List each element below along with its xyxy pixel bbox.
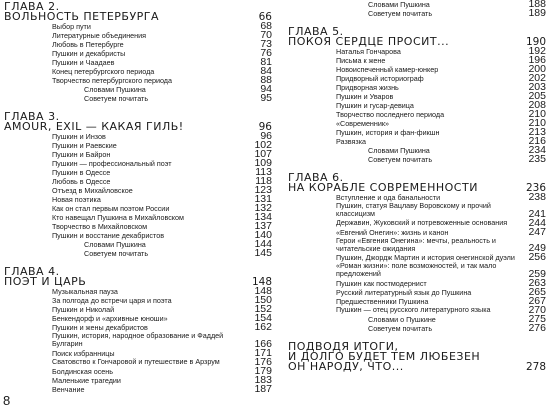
toc-entry-title: Маленькие трагедии (52, 375, 121, 385)
toc-entry-page: 123 (254, 184, 272, 196)
chapter-title-text: ГЛАВА 3. (4, 110, 60, 123)
toc-entry-title: «Современник» (336, 119, 390, 128)
chapter-title-text: ГЛАВА 2. (4, 0, 60, 13)
toc-entry-page: 210 (528, 117, 546, 129)
toc-entry-title: Герои «Евгения Онегина»: мечты, реальность и читательские ожидания (336, 235, 496, 253)
toc-entry-title: Литературные объединения (52, 31, 147, 40)
toc-entry-title: Пушкин — отец русского литературного языка (336, 305, 491, 315)
toc-entry-page: 234 (528, 144, 546, 156)
toc-entry-page: 275 (528, 312, 546, 325)
toc-entry-title: Советуем почитать (368, 155, 433, 164)
toc-entry[interactable] (4, 249, 272, 258)
toc-entry[interactable] (4, 168, 272, 177)
toc-entry-page: 68 (260, 20, 272, 32)
toc-entry[interactable] (4, 314, 272, 323)
toc-entry[interactable] (288, 285, 546, 298)
chapter-title (4, 112, 272, 132)
toc-entry[interactable] (288, 216, 546, 229)
toc-entry[interactable] (288, 9, 546, 18)
toc-entry[interactable] (4, 186, 272, 195)
toc-entry[interactable] (288, 294, 546, 307)
toc-entry-title: Придворный историограф (336, 74, 424, 83)
toc-entry-page: 95 (260, 92, 272, 104)
toc-entry[interactable] (4, 305, 272, 314)
toc-entry-title: Пушкин, история, народное образование и Фаддей Булгарин (52, 331, 224, 349)
toc-entry[interactable] (4, 222, 272, 231)
toc-entry-page: 154 (254, 312, 272, 324)
toc-entry-title: Придворная жизнь (336, 83, 399, 92)
toc-entry-title: Пушкин и Николай (52, 305, 115, 314)
toc-entry-page: 76 (260, 47, 272, 59)
toc-entry-title: Пушкин и Раевские (52, 141, 117, 150)
toc-entry-title: «Роман жизни»: поле возможностей, и так мало предложений (336, 261, 497, 279)
chapter-title-text: ПОЭТ И ЦАРЬ (4, 275, 87, 288)
toc-chapter (4, 2, 272, 103)
chapter-page-number: 278 (525, 360, 546, 373)
chapter-title (288, 339, 546, 373)
chapter-title-text: ОН НАРОДУ, ЧТО... (288, 359, 404, 373)
chapter-page-number: 236 (525, 182, 546, 194)
toc-entry-title: Венчание (52, 384, 85, 394)
toc-entry[interactable] (4, 67, 272, 76)
toc-entry-title: Словами Пушкина (84, 85, 146, 94)
toc-entry-page: 200 (528, 63, 546, 75)
toc-entry-page: 241 (528, 207, 546, 220)
toc-entry-page: 131 (254, 193, 272, 205)
chapter-title-text: И ДОЛГО БУДЕТ ТЕМ ЛЮБЕЗЕН (288, 349, 481, 363)
toc-entry-title: Пушкин и Уваров (336, 92, 394, 101)
toc-entry-page: 176 (254, 355, 272, 368)
toc-entry-page: 109 (254, 157, 272, 169)
toc-entry-page: 267 (528, 294, 546, 307)
toc-entry-title: За полгода до встречи царя и поэта (52, 296, 172, 305)
chapter-page-number: 66 (258, 11, 272, 23)
chapter-title (4, 2, 272, 22)
toc-entry-page: 235 (528, 153, 546, 165)
chapter-title-line (4, 122, 272, 132)
toc-entry-page: 137 (254, 220, 272, 232)
chapter-title-text: ГЛАВА 6. (288, 171, 344, 184)
toc-entry-page: 202 (528, 72, 546, 84)
toc-entry-title: Творчество в Михайловском (52, 222, 148, 231)
toc-entry-page: 196 (528, 54, 546, 66)
toc-entry-page: 96 (260, 130, 272, 142)
toc-entry-title: Советуем почитать (84, 249, 149, 258)
toc-chapter (4, 112, 272, 258)
toc-entry[interactable] (288, 101, 546, 110)
toc-entry[interactable] (288, 74, 546, 83)
toc-entry[interactable] (288, 155, 546, 164)
chapter-title-line (288, 359, 546, 373)
toc-entry-page: 259 (528, 267, 546, 280)
chapter-title-line (288, 183, 546, 193)
toc-entry-page: 148 (254, 285, 272, 297)
toc-right-column (288, 0, 546, 372)
toc-entry-title: Словами Пушкина (368, 146, 430, 155)
chapter-page-number: 96 (258, 121, 272, 133)
chapter-title (288, 27, 546, 47)
toc-entry-title: Кто навещал Пушкина в Михайловском (52, 213, 184, 222)
toc-entry-title: Творчество последнего периода (336, 110, 445, 119)
toc-entry-page: 249 (528, 242, 546, 255)
toc-entry-page: 134 (254, 211, 272, 223)
toc-entry-title: Советуем почитать (368, 323, 433, 333)
toc-entry-title: Русский литературный язык до Пушкина (336, 287, 472, 297)
toc-entry[interactable] (288, 119, 546, 128)
toc-entry-page: 244 (528, 216, 546, 229)
toc-entry-page: 276 (528, 321, 546, 334)
toc-entry[interactable] (4, 141, 272, 150)
toc-entry[interactable] (288, 128, 546, 137)
toc-entry[interactable] (4, 150, 272, 159)
toc-entry-title: Развязка (336, 137, 366, 146)
toc-entry-title: Пушкин — профессиональный поэт (52, 159, 172, 168)
toc-entry[interactable] (4, 195, 272, 204)
toc-entry-title: Любовь в Одессе (52, 177, 111, 186)
toc-entry[interactable] (4, 22, 272, 31)
toc-entry-page: 102 (254, 139, 272, 151)
toc-entry[interactable] (4, 296, 272, 305)
toc-entry[interactable] (288, 110, 546, 119)
toc-entry[interactable] (4, 240, 272, 249)
toc-entry-title: Творчество петербургского периода (52, 76, 173, 85)
chapter-title (4, 267, 272, 287)
chapter-title-line (4, 12, 272, 22)
toc-entry-page: 152 (254, 303, 272, 315)
toc-entry-title: Вступление и ода банальности (336, 193, 441, 202)
toc-entry-page: 118 (255, 175, 272, 187)
toc-entry-page: 188 (528, 0, 546, 10)
toc-entry-title: Пушкин и Инзов (52, 132, 106, 141)
toc-entry-title: Пушкин как постмодернист (336, 278, 427, 288)
toc-entry-page: 162 (254, 321, 272, 333)
toc-entry[interactable] (4, 31, 272, 40)
toc-entry[interactable] (288, 262, 546, 279)
toc-entry-page: 107 (254, 148, 272, 160)
toc-entry[interactable] (4, 382, 272, 395)
toc-entry[interactable] (288, 237, 546, 254)
toc-entry-title: Любовь в Петербурге (52, 40, 124, 49)
toc-entry[interactable] (288, 312, 546, 325)
toc-entry[interactable] (288, 137, 546, 146)
toc-entry-title: Словами Пушкина (84, 240, 146, 249)
toc-entry[interactable] (4, 76, 272, 85)
toc-entry-title: Новая поэтика (52, 195, 101, 204)
toc-entry-page: 70 (260, 29, 272, 41)
toc-entry[interactable] (4, 85, 272, 94)
toc-entry[interactable] (4, 132, 272, 141)
toc-entry-title: Пушкин и декабристы (52, 49, 126, 58)
toc-entry-title: Советуем почитать (84, 94, 149, 103)
chapter-title-text: ПОКОЯ СЕРДЦЕ ПРОСИТ... (288, 35, 450, 48)
toc-entry[interactable] (4, 204, 272, 213)
toc-entry-page: 238 (528, 191, 546, 203)
toc-entry-title: Бенкендорф и «архивные юноши» (52, 314, 168, 323)
toc-entry-title: Державин, Жуковский и потревоженные основания (336, 218, 508, 228)
toc-entry[interactable] (4, 49, 272, 58)
toc-entry-page: 81 (260, 56, 272, 68)
toc-entry-page: 88 (260, 74, 272, 86)
toc-entry-title: Пушкин в Одессе (52, 168, 111, 177)
toc-entry-title: «Евгений Онегин»: жизнь и канон (336, 227, 449, 237)
toc-entry-page: 140 (254, 229, 272, 241)
toc-entry-page: 144 (254, 238, 272, 250)
toc-entry-title: Словами о Пушкине (368, 314, 436, 324)
toc-entry-title: Как он стал первым поэтом России (52, 204, 170, 213)
toc-entry-title: Музыкальная пауза (52, 287, 118, 296)
toc-entry-page: 132 (254, 202, 272, 214)
toc-entry-title: Отъезд в Михайловское (52, 186, 133, 195)
toc-entry-page: 192 (528, 45, 546, 57)
toc-entry-title: Пушкин и Чаадаев (52, 58, 115, 67)
toc-entry[interactable] (4, 332, 272, 349)
toc-entry-title: Словами Пушкина (368, 0, 430, 9)
toc-entry-page: 84 (260, 65, 272, 77)
toc-chapter (288, 339, 546, 373)
toc-entry[interactable] (4, 373, 272, 386)
chapter-page-number: 148 (251, 276, 272, 288)
toc-entry[interactable] (288, 92, 546, 101)
toc-entry-page: 205 (528, 90, 546, 102)
toc-entry[interactable] (4, 287, 272, 296)
chapter-title (288, 173, 546, 193)
toc-entry-page: 208 (528, 99, 546, 111)
toc-left-column (4, 0, 272, 394)
toc-entry[interactable] (4, 159, 272, 168)
toc-entry-title: Сватовство к Гончаровой и путешествие в Арзрум (52, 357, 220, 367)
toc-entry-page: 213 (528, 126, 546, 138)
toc-entry-page: 189 (528, 7, 546, 19)
toc-chapter (288, 173, 546, 333)
toc-entry[interactable] (4, 94, 272, 103)
toc-entry-page: 183 (254, 373, 272, 386)
toc-entry[interactable] (288, 146, 546, 155)
chapter-title-text: ПОДВОДЯ ИТОГИ, (288, 339, 399, 353)
toc-entry-title: Пушкин и гусар-девица (336, 101, 414, 110)
chapter-title-line (288, 37, 546, 47)
page-number: 8 (3, 393, 11, 408)
toc-entry-title: Советуем почитать (368, 9, 433, 18)
toc-entry-title: Поиск избранницы (52, 348, 115, 358)
chapter-title-text: ГЛАВА 5. (288, 25, 344, 38)
toc-entry-page: 94 (260, 83, 272, 95)
toc-entry-title: Пушкин, Джордж Мартин и история онегинской дуэли (336, 252, 515, 262)
toc-entry[interactable] (4, 213, 272, 222)
toc-entry-title: Пушкин и жены декабристов (52, 323, 148, 332)
toc-entry-title: Предшественники Пушкина (336, 296, 429, 306)
toc-entry-page: 265 (528, 285, 546, 298)
toc-entry[interactable] (4, 364, 272, 377)
toc-entry-page: 210 (528, 108, 546, 120)
toc-entry-page: 113 (255, 166, 272, 178)
toc-chapter (288, 27, 546, 164)
toc-entry[interactable] (288, 303, 546, 316)
toc-entry-title: Пушкин и восстание декабристов (52, 231, 165, 240)
toc-entry[interactable] (288, 321, 546, 334)
toc-entry-page: 150 (254, 294, 272, 306)
toc-entry-page: 145 (254, 247, 272, 259)
toc-entry-title: Новоиспеченный камер-юнкер (336, 65, 439, 74)
toc-entry-title: Конец петербургского периода (52, 67, 155, 76)
toc-entry-title: Пушкин и Байрон (52, 150, 111, 159)
toc-entry[interactable] (4, 346, 272, 359)
toc-entry-title: Наталья Гончарова (336, 47, 401, 56)
toc-entry[interactable] (4, 58, 272, 67)
toc-entry[interactable] (4, 177, 272, 186)
toc-entry-page: 179 (254, 364, 272, 377)
toc-entry-title: Пушкин, история и фан-фикшн (336, 128, 440, 137)
toc-entry-page: 216 (528, 135, 546, 147)
toc-entry-page: 73 (260, 38, 272, 50)
toc-chapter (4, 267, 272, 394)
toc-entry-title: Письма к жене (336, 56, 386, 65)
toc-entry[interactable] (288, 276, 546, 289)
toc-entry-page: 166 (254, 337, 272, 350)
toc-entry-page: 263 (528, 276, 546, 289)
toc-entry-page: 270 (528, 303, 546, 316)
toc-entry-page: 247 (528, 225, 546, 238)
toc-entry-page: 187 (254, 382, 272, 395)
chapter-page-number: 190 (525, 36, 546, 48)
toc-chapter (288, 0, 546, 18)
toc-entry[interactable] (288, 0, 546, 9)
toc-entry-title: Выбор пути (52, 22, 91, 31)
chapter-title-text: AMOUR, EXIL — КАКАЯ ГИЛЬ! (4, 120, 184, 133)
chapter-title-text: ВОЛЬНОСТЬ ПЕТЕРБУРГА (4, 10, 160, 23)
toc-entry[interactable] (4, 231, 272, 240)
toc-entry[interactable] (288, 47, 546, 56)
toc-entry[interactable] (288, 202, 546, 219)
chapter-title-line (4, 277, 272, 287)
toc-entry-page: 256 (528, 251, 546, 264)
toc-entry[interactable] (4, 355, 272, 368)
toc-entry[interactable] (288, 56, 546, 65)
toc-entry[interactable] (288, 65, 546, 74)
toc-entry[interactable] (288, 83, 546, 92)
toc-entry-title: Болдинская осень (52, 366, 114, 376)
chapter-title-text: НА КОРАБЛЕ СОВРЕМЕННОСТИ (288, 181, 478, 194)
toc-entry-page: 203 (528, 81, 546, 93)
toc-entry-title: Пушкин, статуя Вацлаву Воровскому и прочий классицизм (336, 201, 491, 219)
toc-entry[interactable] (4, 40, 272, 49)
toc-entry-page: 171 (254, 346, 272, 359)
chapter-title-text: ГЛАВА 4. (4, 265, 60, 278)
